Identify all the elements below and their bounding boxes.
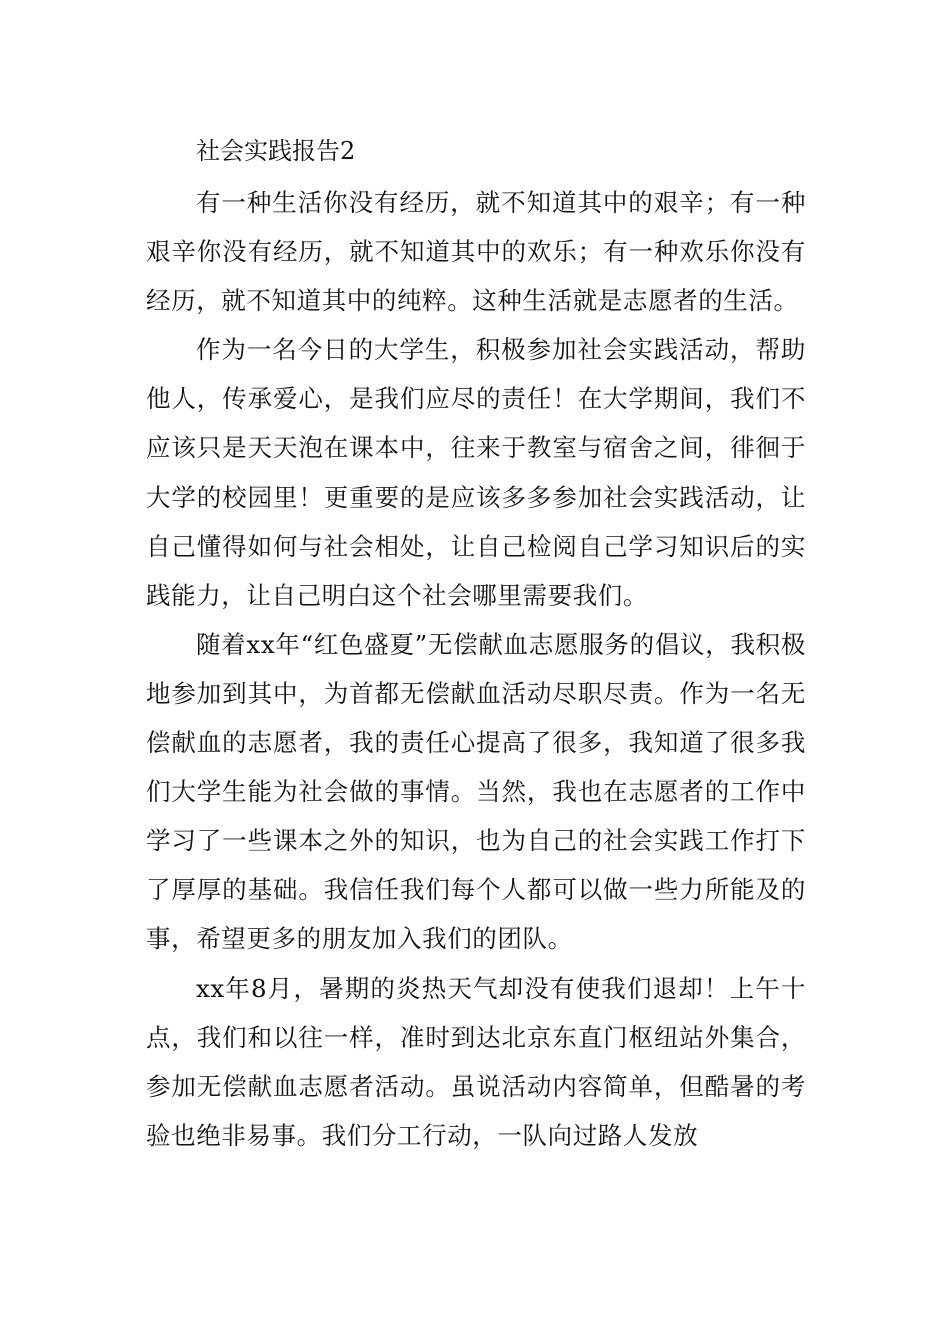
paragraph-3: 随着xx年“红色盛夏”无偿献血志愿服务的倡议，我积极地参加到其中，为首都无偿献血活动尽职尽责。作为一名无偿献血的志愿者，我的责任心提高了很多，我知道了很多我们大学生能为社会做的事情。当然，我也在志愿者的工作中学习了一些课本之外的知识，也为自己的社会实践工作打下了厚厚的基础。我信任我们每个人都可以做一些力所能及的事，希望更多的朋友加入我们的团队。 — [146, 629, 806, 954]
paragraph-2: 作为一名今日的大学生，积极参加社会实践活动，帮助他人，传承爱心，是我们应尽的责任！在大学期间，我们不应该只是天天泡在课本中，往来于教室与宿舍之间，徘徊于大学的校园里！更重要的是应该多多参加社会实践活动，让自己懂得如何与社会相处，让自己检阅自己学习知识后的实践能力，让自己明白这个社会哪里需要我们。 — [146, 335, 806, 610]
paragraph-1: 有一种生活你没有经历，就不知道其中的艰辛；有一种艰辛你没有经历，就不知道其中的欢乐；有一种欢乐你没有经历，就不知道其中的纯粹。这种生活就是志愿者的生活。 — [146, 188, 806, 316]
document-title: 社会实践报告2 — [196, 137, 356, 165]
paragraph-4: xx年8月，暑期的炎热天气却没有使我们退却！上午十点，我们和以往一样，准时到达北京东直门枢纽站外集合，参加无偿献血志愿者活动。虽说活动内容简单，但酷暑的考验也绝非易事。我们分工行动，一队向过路人发放 — [146, 973, 806, 1150]
document-body — [146, 124, 806, 1160]
